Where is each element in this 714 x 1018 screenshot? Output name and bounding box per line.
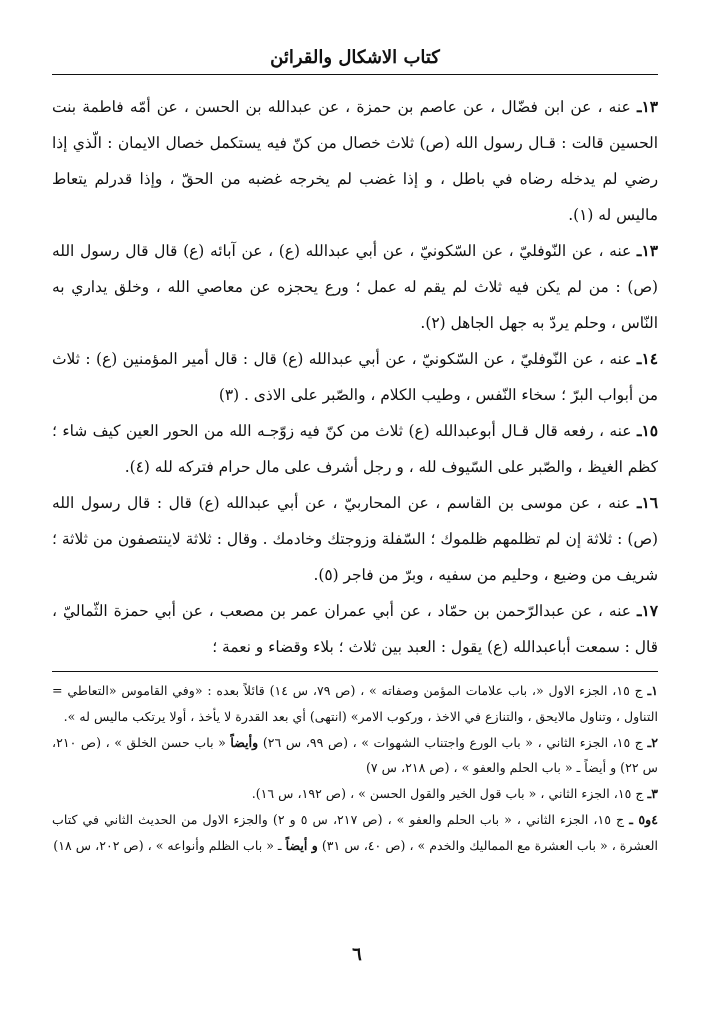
hadith-text: عنه ، عن موسى بن القاسم ، عن المحاربيّ ، عن أبي عبدالله (ع) قال : قال رسول الله (ص) : ثلاثة إن لم تظلمهم ظلموك ؛ السّفلة وزوجتك وخادمك . وقال : ثلاثة لاينتصفون من ثلاثة ؛ شريف من وضيع ، وحليم من سفيه ، وبرّ من فاجر (٥).: [52, 494, 658, 584]
hadith-text: عنه ، عن النّوفليّ ، عن السّكونيّ ، عن أبي عبدالله (ع) ، عن آبائه (ع) قال قال رسول الله (ص) : من لم يكن فيه ثلاث لم يقم له عمل ؛ ورع يحجزه عن معاصي الله ، وخلق يداري به النّاس ، وحلم يردّ به جهل الجاهل (٢).: [52, 242, 658, 332]
footnote-also: وأيضاً: [230, 734, 259, 750]
hadith-number: ١٧ـ: [636, 602, 658, 620]
footnote-number: ٤و٥ ـ: [629, 811, 658, 827]
hadith-number: ١٣ـ: [636, 242, 658, 260]
hadith-list: [52, 89, 658, 665]
footnote-also: و أيضاً: [285, 837, 318, 853]
footnote-number: ٢ـ: [647, 734, 658, 750]
footnote-number: ٣ـ: [647, 786, 658, 802]
page-title: كتاب الاشكال والقرائن: [270, 47, 440, 68]
footnote-number: ١ـ: [647, 683, 658, 698]
hadith-text: عنه ، عن ابن فضّال ، عن عاصم بن حمزة ، عن عبدالله بن الحسن ، عن أمّه فاطمة بنت الحسين قالت : قـال رسول الله (ص) ثلاث خصال من كنّ فيه يستكمل خصال الايمان : الّذي إذا رضي لم يدخله رضاه في باطل ، و إذا غضب لم يخرجه غضبه من الحقّ ، وإذا قدرلم يتعاط ماليس له (١).: [52, 98, 658, 224]
hadith-14: [52, 341, 658, 413]
hadith-13b: [52, 233, 658, 341]
page-header: [52, 44, 658, 75]
page-number: ٦: [352, 944, 362, 965]
footnote-divider: [52, 671, 658, 672]
hadith-text: عنه ، عن عبدالرّحمن بن حمّاد ، عن أبي عمران عمر بن مصعب ، عن أبي حمزة الثّماليّ ، قال : سمعت أباعبدالله (ع) يقول : العبد بين ثلاث ؛ بلاء وقضاء و نعمة ؛: [52, 602, 658, 656]
footnote-3: [52, 781, 658, 807]
hadith-number: ١٦ـ: [636, 494, 658, 512]
hadith-16: [52, 485, 658, 593]
footnote-text: ج ١٥، الجزء الثاني ، « باب قول الخير والقول الحسن » ، (ص ١٩٢، س ١٦).: [251, 786, 644, 802]
hadith-number: ١٣ـ: [636, 98, 658, 116]
footnote-1: [52, 678, 658, 730]
footnote-4-5: [52, 807, 658, 859]
footnote-tail: ـ « باب الظلم وأنواعه » ، (ص ٢٠٢، س ١٨): [53, 837, 282, 853]
footnote-text: ج ١٥، الجزء الثاني ، « باب الورع واجتناب الشهوات » ، (ص ٩٩، س ٢٦): [262, 734, 643, 750]
footnote-text: ج ١٥، الجزء الثاني ، « باب الحلم والعفو » ، (ص ٢١٧، س ٥ و ٢) والجزء الاول من الحديث الثاني في كتاب العشرة ، « باب العشرة مع المماليك والخدم » ، (ص ٤٠، س ٣١): [52, 811, 658, 853]
footnote-tail: « باب حسن الخلق » ، (ص ٢١٠، س ٢٢) و أيضاً ـ « باب الحلم والعفو » ، (ص ٢١٨، س ٧): [52, 734, 658, 776]
hadith-15: [52, 413, 658, 485]
footnotes: [52, 678, 658, 859]
hadith-number: ١٤ـ: [636, 350, 658, 368]
hadith-text: عنه ، عن النّوفليّ ، عن السّكونيّ ، عن أبي عبدالله (ع) قال : قال أمير المؤمنين (ع) : ثلاث من أبواب البرّ ؛ سخاء النّفس ، وطيب الكلام ، والصّبر على الاذى . (٣): [52, 350, 658, 404]
footnote-2: [52, 730, 658, 782]
footnote-text: ج ١٥، الجزء الاول «، باب علامات المؤمن وصفاته » ، (ص ٧٩، س ١٤) قائلاً بعده : «وفي القاموس «التعاطي = التناول ، وتناول مالايحق ، والتنازع في الاخذ ، وركوب الامر» (انتهى) أي بعد القدرة لا يأخذ ، أولا يرتكب ماليس له ».: [52, 683, 658, 724]
hadith-text: عنه ، رفعه قال قـال أبوعبدالله (ع) ثلاث من كنّ فيه زوّجـه الله من الحور العين كيف شاء ؛ كظم الغيظ ، والصّبر على السّيوف لله ، و رجل أشرف على مال حرام فتركه لله (٤).: [52, 422, 658, 476]
hadith-number: ١٥ـ: [636, 422, 658, 440]
hadith-17: [52, 593, 658, 665]
hadith-13a: [52, 89, 658, 233]
